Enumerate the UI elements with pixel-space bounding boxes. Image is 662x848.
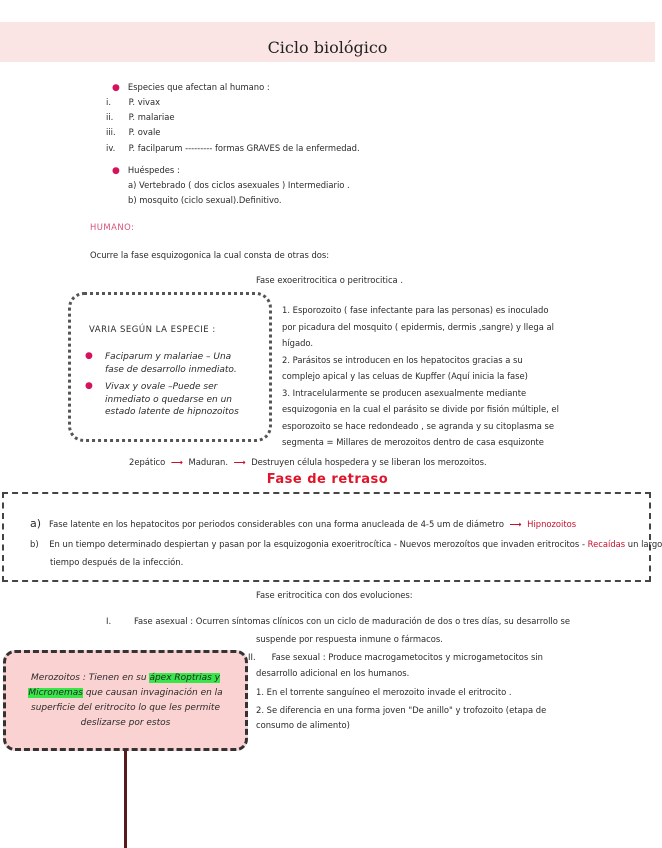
host-item: b) mosquito (ciclo sexual).Definitivo.: [128, 195, 282, 205]
page-title: Ciclo biológico: [267, 38, 388, 57]
species-num: iv.: [106, 143, 116, 153]
asexual-line2: suspende por respuesta inmune o fármacos.: [256, 634, 443, 644]
step-line: 2. Parásitos se introducen en los hepatocitos gracias a su: [282, 354, 523, 365]
merozo-line: [6, 671, 245, 686]
step-line: esporozoito se hace redondeado , se agranda y su citoplasma se: [282, 420, 554, 431]
delay-b-red: Recaídas: [587, 539, 626, 549]
arrow-right-icon: ⟶: [506, 519, 525, 529]
maturation-b: Maduran.: [188, 457, 228, 467]
species-item: [106, 95, 160, 110]
step-line: 3. Intracelularmente se producen asexualmente mediante: [282, 387, 527, 398]
step-line: complejo apical y las celuas de Kupffer (Aquí inicia la fase): [282, 371, 528, 381]
species-num: ii.: [106, 112, 114, 122]
merozo-highlight: Micronemas: [28, 688, 83, 698]
merozoitos-text: [6, 671, 245, 731]
species-item: [106, 125, 160, 140]
exo-steps: [282, 302, 559, 451]
delay-b-text3: tiempo después de la infección.: [50, 557, 184, 567]
esquizo-intro: Ocurre la fase esquizogonica la cual consta de otras dos:: [90, 250, 330, 260]
varia-heading: VARIA SEGÚN LA ESPECIE :: [89, 325, 216, 335]
delay-item-b: [30, 537, 662, 552]
varia-line: inmediato o quedarse en un: [105, 394, 232, 405]
species-heading-text: Especies que afectan al humano :: [127, 82, 270, 92]
varia-item-2-text: [85, 381, 265, 419]
connector-line: [124, 750, 127, 848]
varia-line: Faciparum y malariae – Una: [105, 352, 232, 362]
varia-item-1: [85, 351, 265, 376]
species-text: P. facilparum --------- formas GRAVES de la enfermedad.: [128, 143, 360, 153]
step-line: 1. Esporozoito ( fase infectante para las personas) es inoculado: [282, 305, 549, 315]
asexual-line1: [106, 614, 570, 629]
delay-box: [2, 492, 662, 582]
delay-b-text2: un largo: [625, 539, 662, 549]
exo-title: Fase exoeritrocitica o peritrocitica .: [256, 275, 404, 285]
merozo-post: que causan invaginación en la: [82, 688, 223, 698]
hosts-heading: [112, 163, 180, 179]
delay-a-label: a): [30, 517, 42, 530]
asexual-num: I.: [106, 616, 112, 626]
sexual-line2: desarrollo adicional en los humanos.: [256, 668, 410, 678]
arrow-right-icon: ⟶: [167, 457, 186, 467]
delay-a-red: Hipnozoitos: [527, 519, 577, 529]
sexual-line1: [248, 650, 543, 665]
varia-box: [68, 292, 272, 442]
merozo-line: [6, 686, 245, 701]
species-text: P. ovale: [128, 127, 161, 137]
host-item: a) Vertebrado ( dos ciclos asexuales ) Intermediario .: [128, 180, 350, 190]
varia-line: fase de desarrollo inmediato.: [105, 364, 237, 375]
sexual-num: II.: [248, 652, 256, 662]
eritro-step: 2. Se diferencia en una forma joven "De anillo" y trofozoito (etapa de: [256, 705, 547, 715]
bullet-icon: ●: [85, 351, 93, 361]
maturation-line: [129, 455, 487, 470]
bullet-icon: ●: [112, 83, 120, 93]
delay-item-a: [30, 516, 576, 532]
step-line: por picadura del mosquito ( epidermis, dermis ,sangre) y llega al: [282, 321, 554, 332]
species-text: P. malariae: [128, 112, 175, 122]
varia-item-2: [85, 381, 265, 419]
varia-line: estado latente de hipnozoitos: [105, 407, 239, 417]
eritro-title: Fase eritrocitica con dos evoluciones:: [256, 590, 413, 600]
merozoitos-box: [3, 650, 248, 751]
step-line: hígado.: [282, 338, 314, 348]
sexual-text: Fase sexual : Produce macrogametocitos y microgametocitos sin: [271, 652, 543, 662]
hosts-heading-text: Huéspedes :: [127, 165, 180, 175]
delay-b-label: b): [30, 539, 39, 549]
delay-title: Fase de retraso: [266, 472, 389, 487]
bullet-icon: ●: [85, 381, 93, 391]
maturation-c: Destruyen célula hospedera y se liberan los merozoitos.: [251, 457, 487, 467]
species-item: [106, 141, 360, 156]
species-num: iii.: [106, 127, 116, 137]
maturation-a: 2epático: [129, 457, 166, 467]
delay-a-text: Fase latente en los hepatocitos por periodos considerables con una forma anucleada de 4-5 um de diámetro: [49, 519, 504, 529]
delay-b-text1: En un tiempo determinado despiertan y pasan por la esquizogonia exoeritrocítica - Nuevos merozoítos que invaden eritrocitos -: [49, 539, 585, 549]
eritro-step: consumo de alimento): [256, 720, 350, 730]
varia-item-1-text: [85, 351, 265, 376]
species-text: P. vivax: [128, 97, 161, 107]
humano-label: HUMANO:: [90, 222, 135, 232]
merozo-line: deslizarse por estos: [80, 718, 171, 728]
species-num: i.: [106, 97, 111, 107]
arrow-right-icon: ⟶: [230, 457, 249, 467]
merozo-highlight: ápex Roptrias y: [149, 673, 220, 683]
varia-line: Vivax y ovale –Puede ser: [105, 382, 218, 392]
eritro-step: 1. En el torrente sanguíneo el merozoito invade el eritrocito .: [256, 687, 512, 697]
bullet-icon: ●: [112, 166, 120, 176]
species-item: [106, 110, 175, 125]
merozo-pre: Merozoitos : Tienen en su: [31, 673, 150, 683]
species-heading: [112, 80, 270, 96]
step-line: segmenta = Millares de merozoitos dentro de casa esquizonte: [282, 437, 544, 447]
step-line: esquizogonia en la cual el parásito se divide por fisión múltiple, el: [282, 404, 559, 414]
merozo-line: superficie del eritrocito lo que les permite: [31, 703, 220, 713]
asexual-text: Fase asexual : Ocurren síntomas clínicos con un ciclo de maduración de dos o tres días, su desarrollo se: [134, 616, 571, 626]
